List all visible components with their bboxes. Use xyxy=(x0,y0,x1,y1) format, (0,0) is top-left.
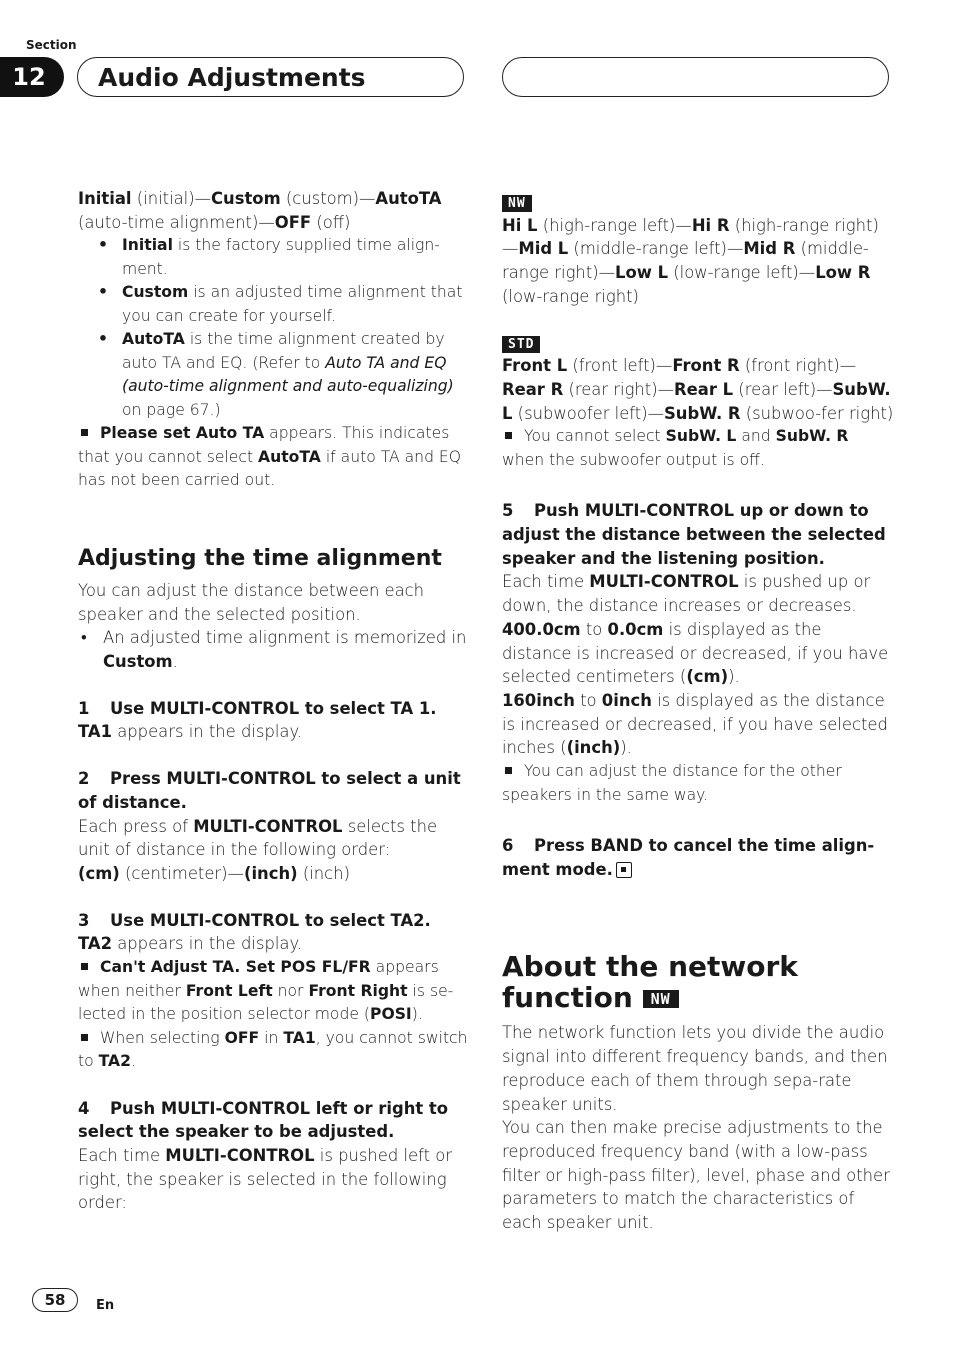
mode-autota: AutoTA xyxy=(375,189,442,208)
note-bold: Can't Adjust TA. Set POS FL/FR xyxy=(100,958,371,977)
speaker-name: Hi R xyxy=(691,215,730,235)
network-heading xyxy=(502,951,894,1013)
note-text: You can adjust the distance for the other speakers in the same way. xyxy=(502,762,842,804)
unit-inch-desc: (inch) xyxy=(302,863,350,883)
section-number-badge: 12 xyxy=(0,57,64,97)
step-title: Use MULTI-CONTROL to select TA2. xyxy=(110,910,431,930)
step-title: Press MULTI-CONTROL to select a unit of distance. xyxy=(78,769,461,812)
note-when-off xyxy=(78,1027,470,1074)
speaker-name: Low R xyxy=(815,263,871,283)
std-badge: STD xyxy=(502,336,540,353)
step-text: ). xyxy=(728,667,740,687)
step-text: is pushed left or right, the speaker is selected in the following order: xyxy=(78,1145,453,1213)
step-3-notes xyxy=(78,956,470,1074)
speaker-name: SubW. R xyxy=(664,403,741,423)
step-bold: 400.0cm xyxy=(502,619,581,639)
speaker-name: Hi L xyxy=(502,215,538,235)
step-1-body xyxy=(78,720,470,744)
step-text: Each press of xyxy=(78,816,188,836)
step-bold: 0.0cm xyxy=(607,619,664,639)
note-bold: Front Right xyxy=(308,981,408,1000)
speaker-name: Mid R xyxy=(743,239,796,259)
speaker-desc: (rear left)— xyxy=(738,379,833,399)
mode-list xyxy=(78,187,470,234)
note-bold: TA2 xyxy=(98,1052,131,1071)
mode-off-desc: (off) xyxy=(316,212,351,232)
step-2-title xyxy=(78,767,470,814)
step-bold: (cm) xyxy=(686,667,729,687)
note-text: , you cannot switch to xyxy=(78,1028,468,1071)
section-bullet-text: An adjusted time alignment is memorized in xyxy=(103,628,467,648)
note-text: when the subwoofer output is off. xyxy=(502,450,765,469)
bullet-term: Initial xyxy=(122,236,173,255)
step-text: selects the unit of distance in the following order: xyxy=(78,816,438,860)
note-text: When selecting xyxy=(100,1028,220,1047)
page-number: 58 xyxy=(32,1288,78,1312)
step-bold: TA1 xyxy=(78,722,112,742)
bullet-reference: Auto TA and EQ (auto-time alignment and auto-equalizing) xyxy=(122,353,454,396)
note-text: . xyxy=(130,1052,136,1071)
speaker-name: Front R xyxy=(672,356,740,376)
section-heading: Adjusting the time alignment xyxy=(78,545,442,571)
section-label: Section xyxy=(26,38,77,52)
step-text: Each time xyxy=(78,1145,161,1165)
speaker-name: Rear L xyxy=(674,379,734,399)
note-bold: POSI xyxy=(370,1005,412,1024)
mode-custom: Custom xyxy=(211,189,281,208)
speaker-desc: (front right)— xyxy=(744,356,857,376)
step-number: 5 xyxy=(502,501,514,521)
nw-speaker-list: Hi L (high-range left)—Hi R (high-range right)—Mid L (middle-range left)—Mid R (middle-range right)—Low L (low-range left)—Low R (low-range right) xyxy=(502,215,879,306)
section-intro: You can adjust the distance between each speaker and the selected position. xyxy=(78,580,425,624)
step-4-title xyxy=(78,1097,470,1144)
bullet-text: is the time alignment created by auto TA and EQ. (Refer to xyxy=(122,330,445,372)
note-bold: Please set Auto TA xyxy=(100,424,265,443)
note-square-icon xyxy=(81,963,88,970)
step-bold: 0inch xyxy=(601,690,652,710)
speaker-desc: (low-range right) xyxy=(502,286,639,306)
network-heading-line2: function xyxy=(502,981,633,1015)
left-column xyxy=(78,187,470,1215)
bullet-term: AutoTA xyxy=(122,330,185,349)
mode-autota-desc: (auto-time alignment)— xyxy=(78,212,275,232)
step-text: to xyxy=(580,690,597,710)
speaker-desc: (rear right)— xyxy=(568,379,675,399)
nw-heading-badge: NW xyxy=(643,990,679,1008)
header-empty-box xyxy=(502,57,889,97)
nw-badge: NW xyxy=(502,195,532,212)
right-column xyxy=(502,190,894,1235)
std-note xyxy=(502,425,894,472)
step-4-body xyxy=(78,1144,470,1215)
section-bullet: • An adjusted time alignment is memorized in Custom. xyxy=(81,628,467,672)
note-text: nor xyxy=(277,981,304,1000)
note-square-icon xyxy=(81,1034,88,1041)
step-number: 4 xyxy=(78,1098,90,1118)
step-5-title xyxy=(502,499,894,570)
note-bold2: AutoTA xyxy=(258,447,321,466)
note-square-icon xyxy=(81,429,88,436)
step-title: Press BAND to cancel the time align-ment mode. xyxy=(502,836,875,879)
speaker-name: Mid L xyxy=(518,239,569,259)
network-heading-line1: About the network xyxy=(502,950,798,984)
speaker-name: SubW. L xyxy=(502,379,891,423)
step-bold: MULTI-CONTROL xyxy=(589,572,739,592)
bullet-autota: • AutoTA is the time alignment created by auto TA and EQ. (Refer to Auto TA and EQ (auto-time alignment and auto-equalizing) on page 67.) xyxy=(98,330,454,419)
speaker-desc: (middle-range left)— xyxy=(573,239,744,259)
speaker-name: Rear R xyxy=(502,379,564,399)
note-text: appears when neither xyxy=(78,958,439,1000)
step-text: is displayed as the distance is increased or decreased, if you have selected centimeters ( xyxy=(502,619,889,687)
language-label: En xyxy=(96,1298,115,1313)
speaker-name: Low L xyxy=(615,263,669,283)
section-bullet-bold: Custom xyxy=(103,652,173,672)
network-paragraph-1: The network function lets you divide the audio signal into different frequency bands, and then reproduce each of them through sepa-rate speaker units. xyxy=(502,1023,888,1114)
note-text: appears. This indicates that you cannot select xyxy=(78,424,450,466)
mode-custom-desc: (custom)— xyxy=(285,189,376,208)
note-square-icon xyxy=(505,432,512,439)
network-paragraph-2: You can then make precise adjustments to the reproduced frequency band (with a low-pass filter or high-pass filter), level, phase and other parameters to match the characteristics of each speaker unit. xyxy=(502,1118,890,1233)
step-6-title xyxy=(502,834,894,881)
step-3-body xyxy=(78,932,470,956)
speaker-desc: (low-range left)— xyxy=(673,263,816,283)
step-title: Push MULTI-CONTROL left or right to select the speaker to be adjusted. xyxy=(78,1098,449,1142)
note-please-set xyxy=(78,422,470,493)
speaker-desc: (front left)— xyxy=(572,356,673,376)
step-bold: (inch) xyxy=(566,738,621,758)
note-bold: TA1 xyxy=(283,1028,316,1047)
note-bold: Front Left xyxy=(185,981,273,1000)
note-text: and xyxy=(741,427,771,446)
step-3-title xyxy=(78,909,470,933)
note-text: ). xyxy=(411,1005,423,1024)
step-text: ). xyxy=(620,738,632,758)
step-number: 1 xyxy=(78,698,90,718)
note-text: You cannot select xyxy=(524,427,661,446)
step-number: 2 xyxy=(78,769,90,789)
speaker-name: Front L xyxy=(502,356,568,376)
step-1-title xyxy=(78,697,470,721)
step-5-body-2 xyxy=(502,618,894,689)
speaker-desc: (high-range right) xyxy=(734,215,879,235)
step-text: is displayed as the distance is increased or decreased, if you have selected inches ( xyxy=(502,690,888,758)
note-text: in xyxy=(264,1028,279,1047)
bullet-initial: • Initial is the factory supplied time align-ment. xyxy=(98,236,440,278)
speaker-desc: (high-range left)— xyxy=(542,215,692,235)
note-text: is se-lected in the position selector mode ( xyxy=(78,981,454,1024)
mode-off: OFF xyxy=(274,212,312,232)
step-5-body-1 xyxy=(502,570,894,617)
bullet-term: Custom xyxy=(122,283,189,302)
mode-initial-desc: (initial)— xyxy=(136,189,212,208)
note-bold: OFF xyxy=(224,1028,260,1047)
note-bold: SubW. L xyxy=(665,427,737,446)
page-title-text: Audio Adjustments xyxy=(98,62,366,92)
speaker-desc: (subwoo-fer right) xyxy=(745,403,894,423)
step-title: Push MULTI-CONTROL up or down to adjust the distance between the selected speaker and the listening position. xyxy=(502,501,886,568)
mode-bullets xyxy=(78,234,470,493)
bullet-text: is an adjusted time alignment that you can create for yourself. xyxy=(122,283,463,325)
step-text: to xyxy=(585,619,603,639)
step-bold: TA2 xyxy=(78,934,112,954)
unit-inch: (inch) xyxy=(243,863,298,883)
speaker-desc: (middle-range right)— xyxy=(502,239,869,283)
step-bold: MULTI-CONTROL xyxy=(165,1145,315,1165)
mode-initial: Initial xyxy=(78,189,132,208)
std-speaker-list xyxy=(502,354,894,425)
step-text: appears in the display. xyxy=(117,934,303,954)
step-2-body xyxy=(78,815,470,886)
note-cant-adjust xyxy=(78,956,470,1027)
speaker-desc: (subwoofer left)— xyxy=(517,403,664,423)
page-title xyxy=(77,57,464,97)
note-bold: SubW. R xyxy=(775,427,849,446)
bullet-custom: • Custom is an adjusted time alignment that you can create for yourself. xyxy=(98,283,463,325)
note-text2: if auto TA and EQ has not been carried out. xyxy=(78,447,462,490)
step-text: appears in the display. xyxy=(117,722,303,742)
step-number: 6 xyxy=(502,836,514,856)
step-bold: MULTI-CONTROL xyxy=(193,816,343,836)
step-title: Use MULTI-CONTROL to select TA 1. xyxy=(110,698,437,718)
bullet-tail: on page 67.) xyxy=(122,400,221,419)
end-mark-icon xyxy=(616,862,632,878)
step-number: 3 xyxy=(78,910,90,930)
unit-cm-desc: (centimeter)— xyxy=(125,863,244,883)
step-text: Each time xyxy=(502,572,585,592)
step-5-note xyxy=(502,760,894,807)
step-bold: 160inch xyxy=(502,690,575,710)
bullet-text: is the factory supplied time align-ment. xyxy=(122,236,440,278)
step-5-body-3 xyxy=(502,689,894,760)
note-square-icon xyxy=(505,767,512,774)
unit-cm: (cm) xyxy=(78,863,120,883)
step-text: is pushed up or down, the distance increases or decreases. xyxy=(502,572,871,616)
